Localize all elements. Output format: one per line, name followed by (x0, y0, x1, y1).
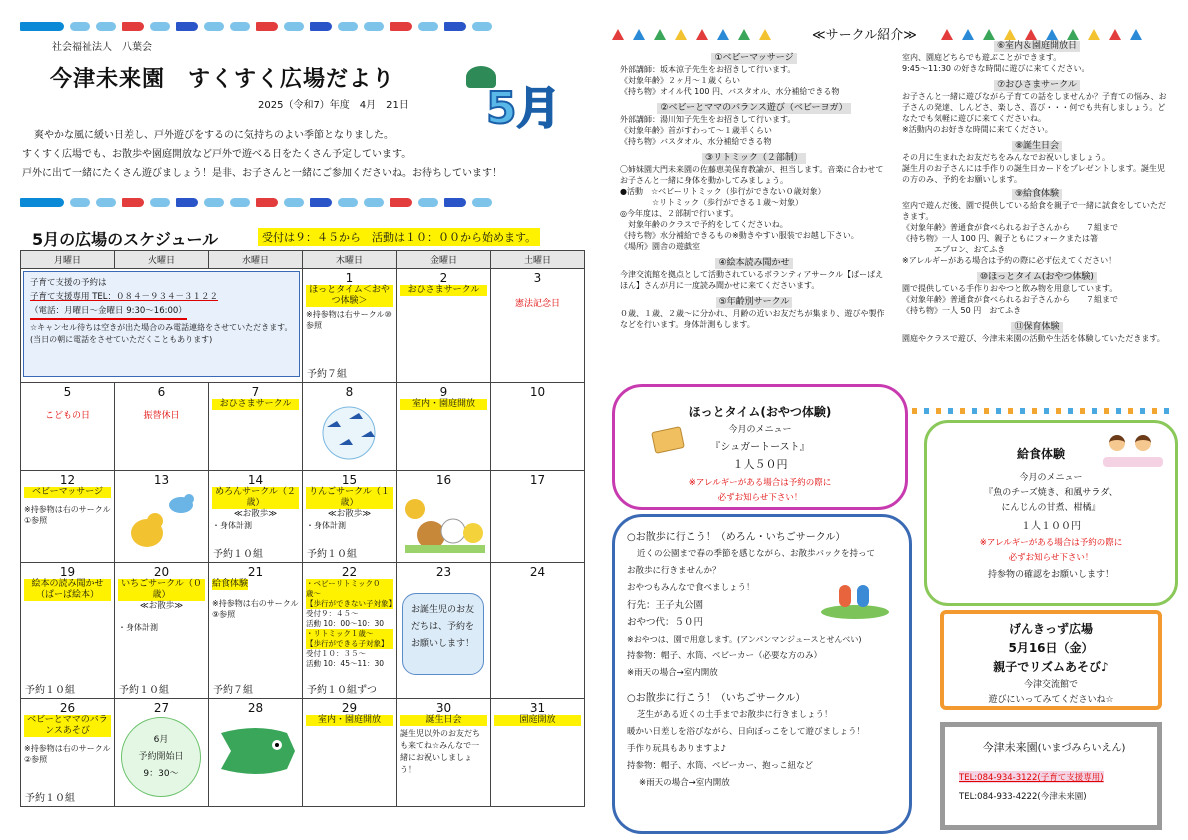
circle-line: 《対象年齢》首がすわって〜１歳半くらい (620, 126, 772, 135)
walk-place: 行先：王子丸公園 (627, 600, 704, 611)
org-name: 社会福祉法人 八葉会 (52, 42, 152, 53)
circle-line: 対象年齢のクラスで予約をしてくださいね。 (620, 220, 788, 229)
day-number: 31 (529, 701, 546, 715)
circle-line: 《持ち物》一人 50 円 おてふき (902, 306, 1022, 315)
genkids-date: 5月16日（金） (1008, 641, 1094, 655)
day-number: 22 (341, 565, 358, 579)
calendar-day (397, 563, 491, 699)
circle-title: ⑪保育体験 (1011, 322, 1062, 333)
day-event: ・リトミック１歳〜 (306, 629, 393, 639)
genkids-event: 親子でリズムあそび♪ (993, 660, 1109, 674)
calendar-day (397, 471, 491, 563)
circle-line: 《持ち物》一人 100 円、親子ともにフォークまたは箸 (902, 234, 1098, 243)
day-number: 7 (251, 385, 260, 399)
lunch-price: １人１００円 (1021, 521, 1081, 532)
day-note: ※持参物は右のサークル⑨参照 (212, 599, 299, 619)
calendar-day (303, 269, 397, 383)
day-event: いちごサークル（０歳） (118, 579, 205, 601)
day-number: 23 (435, 565, 452, 579)
day-note: ・身体計測 (306, 521, 346, 530)
birthday-bubble: お誕生児のお友だちは、予約をお願いします！ (402, 593, 484, 675)
day-number: 28 (247, 701, 264, 715)
calendar-day (491, 383, 585, 471)
kids-walking-icon (821, 575, 889, 623)
calendar-day (209, 699, 303, 807)
circle-line: 《持ち物》オイル代 100 円、バスタオル、水分補給できる物 (620, 87, 840, 96)
calendar-week-row (21, 471, 585, 563)
calendar-day (209, 471, 303, 563)
circle-line: 外部講師：坂本涼子先生をお招きして行います。 (620, 65, 796, 74)
intro-text (22, 126, 582, 183)
birds-illustration-icon (121, 489, 201, 553)
day-time: 受付１０：３５〜 (306, 649, 366, 658)
weekday-header: 土曜日 (491, 251, 585, 269)
carp-streamer-illustration-icon (217, 723, 297, 779)
circle-line: 外部講師：湯川知子先生をお招きして行います。 (620, 115, 796, 124)
circle-line: 室内、園庭どちらでも遊ぶことができます。 (902, 53, 1062, 62)
holiday-label: 振替休日 (143, 411, 180, 421)
calendar-day (491, 699, 585, 807)
calendar-day (303, 563, 397, 699)
circle-section-heading: ≪サークル紹介≫ (812, 28, 917, 43)
page-title: 今津未来園 すくすく広場だより (50, 67, 396, 92)
issue-date: 2025（令和7）年度 4月 21日 (258, 100, 409, 111)
genkids-place: 今津交流館で (1023, 680, 1078, 690)
calendar-day (21, 563, 115, 699)
circle-title: ③リトミック（２部制） (702, 153, 806, 164)
circle-time: 9：30〜 (143, 769, 179, 779)
calendar-day (397, 699, 491, 807)
day-reservation: 予約１０組 (307, 549, 357, 560)
circle-line: 〇姉妹園大門未来園の佐藤恵美保育教諭が、担当します。音楽に合わせてお子さんと一緒に身体を動かしてみましょう。 (620, 165, 884, 185)
day-time: 活動 10：45〜11：30 (306, 659, 385, 668)
children-eating-icon (1103, 433, 1163, 473)
circle-line: ☆リトミック（歩行ができる１歳〜対象） (620, 198, 804, 207)
walk-snack: おやつ代：５０円 (627, 617, 704, 628)
contact-name: 今津未来園 (982, 741, 1038, 754)
day-time: 活動 10：00〜10：30 (306, 619, 385, 628)
reservation-start-circle (121, 717, 201, 797)
day-subevent: ≪お散歩≫ (139, 601, 184, 611)
circle-title: ①ベビーマッサージ (711, 53, 796, 64)
day-number: 5 (63, 385, 72, 399)
day-number: 30 (435, 701, 452, 715)
genkids-title: げんきっず広場 (1008, 622, 1093, 636)
walk-line: 芝生がある近くの土手までお散歩に行きましょう！ (637, 710, 833, 720)
day-event: ほっとタイム＜おやつ体験＞ (306, 285, 393, 307)
day-number: 17 (529, 473, 546, 487)
circle-line: 《対象年齢》普通食が食べられるお子さんから ７組まで (902, 295, 1118, 304)
walk-line: おやつもみんなで食べましょう！ (627, 583, 755, 593)
day-event: おひさまサークル (212, 399, 299, 410)
day-number: 20 (153, 565, 170, 579)
circle-line: ０歳、１歳、２歳〜に分かれ、月齢の近いお友だちが集まり、遊びや製作などを行います。身体計測もします。 (620, 309, 885, 329)
lunch-box (924, 420, 1178, 606)
circle-title: ⑦おひさまサークル (994, 80, 1080, 91)
lunch-allergy: ※アレルギーがある場合は予約の際に (979, 538, 1123, 548)
calendar-week-row (21, 699, 585, 807)
circle-line: ●活動 ☆ベビーリトミック（歩行ができない０歳対象） (620, 187, 826, 196)
calendar-day (303, 699, 397, 807)
hot-time-menu: 『シュガートースト』 (710, 442, 810, 453)
day-number: 13 (153, 473, 170, 487)
calendar-day (491, 269, 585, 383)
circle-title: ⑧誕生日会 (1012, 141, 1062, 152)
day-number: 14 (247, 473, 264, 487)
intro-line-2: すくすく広場でも、お散歩や園庭開放など戸外で遊べる日をたくさん予定しています。 (22, 149, 412, 160)
calendar-day (397, 383, 491, 471)
calendar-day (209, 563, 303, 699)
diamond-divider (912, 408, 1174, 414)
day-reservation: 予約１０組 (25, 685, 75, 696)
day-reservation: 予約１０組 (25, 793, 75, 804)
day-event: 給食体験 (212, 579, 249, 589)
calendar-day (303, 383, 397, 471)
day-subevent: ≪お散歩≫ (327, 509, 372, 519)
contact-name-row (959, 739, 1149, 755)
notice-line-1: 子育て支援の予約は (30, 278, 107, 288)
day-number: 10 (529, 385, 546, 399)
walk-line: 手作り玩具もありますよ♪ (627, 744, 726, 754)
circle-list-left (620, 52, 888, 330)
mid-decoration (20, 198, 590, 207)
day-event: ベビーマッサージ (24, 487, 111, 498)
calendar-week-row (21, 563, 585, 699)
holiday-label: こどもの日 (44, 411, 90, 421)
day-number: 26 (59, 701, 76, 715)
intro-line-1: 爽やかな風に緩い日差し、戸外遊びをするのに気持ちのよい季節となりました。 (34, 130, 394, 141)
lunch-menu-label: 今月のメニュー (1019, 473, 1083, 483)
walk-rain: ※雨天の場合→室内開放 (627, 668, 718, 678)
day-event: りんごサークル（１歳） (306, 487, 393, 509)
day-number: 21 (247, 565, 264, 579)
contact-reading: (いまづみらいえん) (1037, 743, 1126, 754)
day-reservation: 予約１０組 (119, 685, 169, 696)
day-event: ・ベビーリトミック０歳〜 (306, 579, 393, 599)
calendar-day (115, 699, 209, 807)
day-event: めろんサークル（２歳） (212, 487, 299, 509)
weekday-header: 月曜日 (21, 251, 115, 269)
day-event: おひさまサークル (400, 285, 487, 296)
lunch-note: 持参物の確認をお願いします！ (987, 570, 1114, 580)
day-number: 3 (533, 271, 542, 285)
walk-rain: ※雨天の場合→室内開放 (639, 778, 730, 788)
schedule-calendar (20, 250, 585, 807)
hot-time-allergy: ※アレルギーがある場合は予約の際に (688, 478, 832, 488)
day-number: 15 (341, 473, 358, 487)
calendar-day (491, 471, 585, 563)
weekday-header: 火曜日 (115, 251, 209, 269)
day-event-target: 【歩行ができる子対象】 (306, 639, 393, 649)
walk-box (612, 514, 912, 834)
day-note: ・身体計測 (118, 623, 158, 632)
holiday-label: 憲法記念日 (514, 299, 560, 309)
calendar-day (115, 471, 209, 563)
calendar-day (303, 471, 397, 563)
calendar-day (115, 383, 209, 471)
day-number: 19 (59, 565, 76, 579)
day-number: 24 (529, 565, 546, 579)
hot-time-menu-label: 今月のメニュー (728, 425, 792, 435)
circle-line: エプロン、おてふき (902, 245, 1006, 254)
walk-title: ○お散歩に行こう！（いちごサークル） (627, 693, 806, 704)
day-note: ※持参物は右サークル⑩参照 (306, 310, 392, 330)
day-event: ベビーとママのバランスあそび (24, 715, 111, 737)
weekday-header: 水曜日 (209, 251, 303, 269)
day-event: 誕生日会 (400, 715, 487, 726)
day-reservation: 予約１０組ずつ (307, 685, 377, 696)
circle-line: 《場所》園舎の遊戯室 (620, 242, 700, 251)
day-number: 8 (345, 385, 354, 399)
day-number: 9 (439, 385, 448, 399)
schedule-hours: 受付は９：４５から 活動は１０：００から始めます。 (258, 228, 540, 246)
weekday-header: 金曜日 (397, 251, 491, 269)
day-reservation: 予約７組 (307, 369, 347, 380)
circle-title: ⑨給食体験 (1012, 189, 1062, 200)
calendar-day (491, 563, 585, 699)
circle-line: 室内で遊んだ後、園で提供している給食を親子で一緒に試食をしていただきます。 (902, 201, 1166, 221)
day-note: 誕生児以外のお友だちも来てね☆みんなで一緒にお祝いしましょう！ (400, 729, 480, 774)
notice-cancel: ☆キャンセル待ちは空きが出た場合のみ電話連絡をさせていただきます。(当日の朝に電話をさせていただくこともあります) (30, 323, 293, 344)
hot-time-box (612, 384, 908, 510)
walk-snack-note: ※おやつは、園で用意します。(アンパンマンジュースとせんべい) (627, 635, 862, 644)
genkids-invite: 遊びにいってみてくださいね☆ (988, 695, 1114, 705)
reservation-notice (21, 269, 303, 383)
circle-line: 《持ち物》水分補給できるもの※動きやすい服装でお越し下さい。 (620, 231, 859, 240)
circle-list-right (902, 40, 1172, 344)
day-number: 16 (435, 473, 452, 487)
calendar-header-row (21, 251, 585, 269)
day-event: 絵本の読み聞かせ（ぱーぱ絵本） (24, 579, 111, 601)
day-number: 6 (157, 385, 166, 399)
genkids-box (940, 610, 1162, 710)
calendar-day (21, 383, 115, 471)
circle-line: 園で提供している手作りおやつと飲み物を用意しています。 (902, 284, 1118, 293)
circle-label: 予約開始日 (138, 752, 184, 762)
day-number: 1 (345, 271, 354, 285)
schedule-title: 5月の広場のスケジュール (32, 227, 218, 253)
circle-line: 《対象年齢》２ヶ月〜１歳くらい (620, 76, 740, 85)
weekday-header: 木曜日 (303, 251, 397, 269)
calendar-day (209, 383, 303, 471)
circle-line: ※活動内のお好きな時間に来てください。 (902, 125, 1053, 134)
calendar-day (397, 269, 491, 383)
circle-title: ②ベビーとママのバランス遊び（ベビーヨガ） (657, 103, 850, 114)
walk-title: ○お散歩に行こう！（めろん・いちごサークル） (627, 532, 846, 543)
day-event: 園庭開放 (494, 715, 581, 726)
day-subevent: ≪お散歩≫ (233, 509, 278, 519)
circle-line: その月に生まれたお友だちをみんなでお祝いしましょう。 (902, 153, 1110, 162)
notice-phone: 子育て支援専用 TEL：０８４－９３４－３１２２ (30, 292, 219, 302)
contact-tel-main[interactable]: TEL:084-933-4222(今津未来園) (959, 792, 1087, 802)
day-number: 12 (59, 473, 76, 487)
day-note: ・身体計測 (212, 521, 252, 530)
circle-line: 園庭やクラスで遊び、今津未来園の活動や生活を体験していただきます。 (902, 334, 1165, 343)
month-badge-text: 5月 (486, 83, 561, 134)
circle-title: ⑥室内＆園庭開放日 (994, 41, 1080, 52)
top-decoration (20, 22, 590, 31)
walk-items: 持参物：帽子、水筒、ベビーカー（必要な方のみ） (627, 651, 822, 661)
calendar-day (21, 699, 115, 807)
calendar-day (115, 563, 209, 699)
circle-line: 誕生月のお子さんには手作りの誕生日カードをプレゼントします。誕生児の方のみ、予約をお願いします。 (902, 164, 1166, 184)
circle-line: 《対象年齢》普通食が食べられるお子さんから ７組まで (902, 223, 1118, 232)
lunch-title: 給食体験 (1016, 447, 1065, 461)
day-time: 受付９：４５〜 (306, 609, 359, 618)
calendar-day (21, 471, 115, 563)
carp-streamer-icon (20, 198, 64, 207)
carp-streamer-icon (20, 22, 64, 31)
day-number: 2 (439, 271, 448, 285)
circle-title: ⑤年齢別サークル (716, 297, 793, 308)
walk-line: 近くの公園まで春の季節を感じながら、お散歩バックを持って (637, 549, 876, 559)
hot-time-price: １人５０円 (732, 458, 788, 471)
circle-line: ◎今年度は、２部制で行います。 (620, 209, 739, 218)
day-reservation: 予約１０組 (213, 549, 263, 560)
notice-hours: （電話：月曜日〜金曜日 9:30〜16:00） (30, 304, 187, 320)
calendar-week-row (21, 269, 585, 383)
day-note: ※持参物は右のサークル①参照 (24, 505, 111, 525)
circle-month: 6月 (153, 735, 169, 745)
circle-line: 9:45〜11:30 の好きな時間に遊びに来てください。 (902, 64, 1090, 73)
day-number: 27 (153, 701, 170, 715)
circle-line: 今津交流館を拠点として活動されているボランティアサークル【ぱーぱえほん】さんが月に一度読み聞かせに来てくださいます。 (620, 270, 884, 290)
swallows-illustration-icon (309, 401, 389, 461)
day-reservation: 予約７組 (213, 685, 253, 696)
contact-tel-childcare[interactable]: TEL:084-934-3122(子育て支援専用) (959, 773, 1104, 783)
animals-illustration-icon (401, 487, 487, 557)
circle-line: お子さんと一緒に遊びながら子育ての話をしませんか？子育ての悩み、お子さんの発達、しんどさ、楽しさ、喜び・・・何でも共有しましょう。どなたでも気軽に遊びに来てくださいね。 (902, 92, 1167, 123)
day-number: 29 (341, 701, 358, 715)
hot-time-allergy: 必ずお知らせ下さい！ (717, 493, 803, 503)
lunch-menu: 『魚のチーズ焼き、和風サラダ、 (984, 488, 1118, 498)
calendar-week-row (21, 383, 585, 471)
walk-line: 暖かい日差しを浴びながら、日向ぼっこをして遊びましょう！ (627, 727, 866, 737)
walk-line: お散歩に行きませんか？ (627, 566, 721, 576)
circle-title: ⑩ほっとタイム(おやつ体験) (977, 272, 1097, 283)
circle-line: 《持ち物》バスタオル、水分補給できる物 (620, 137, 772, 146)
day-event: 室内・園庭開放 (400, 399, 487, 410)
day-note: ※持参物は右のサークル②参照 (24, 744, 111, 764)
day-event: 室内・園庭開放 (306, 715, 393, 726)
circle-title: ④絵本読み聞かせ (715, 258, 792, 269)
day-event-target: 【歩行ができない子対象】 (306, 599, 396, 608)
circle-line: ※アレルギーがある場合は予約の際に必ず伝えてください！ (902, 256, 1117, 265)
lunch-allergy: 必ずお知らせ下さい！ (1008, 553, 1094, 563)
hot-time-title: ほっとタイム(おやつ体験) (688, 405, 832, 419)
lunch-menu: にんじんの甘煮、柑橘』 (1001, 503, 1101, 513)
intro-line-3: 戸外に出て一緒にたくさん遊びましょう！是非、お子さんと一緒にご参加くださいね。お待ちしています！ (22, 168, 502, 179)
contact-box (940, 722, 1162, 830)
walk-items: 持参物：帽子、水筒、ベビーカー、抱っこ紐など (627, 761, 814, 771)
